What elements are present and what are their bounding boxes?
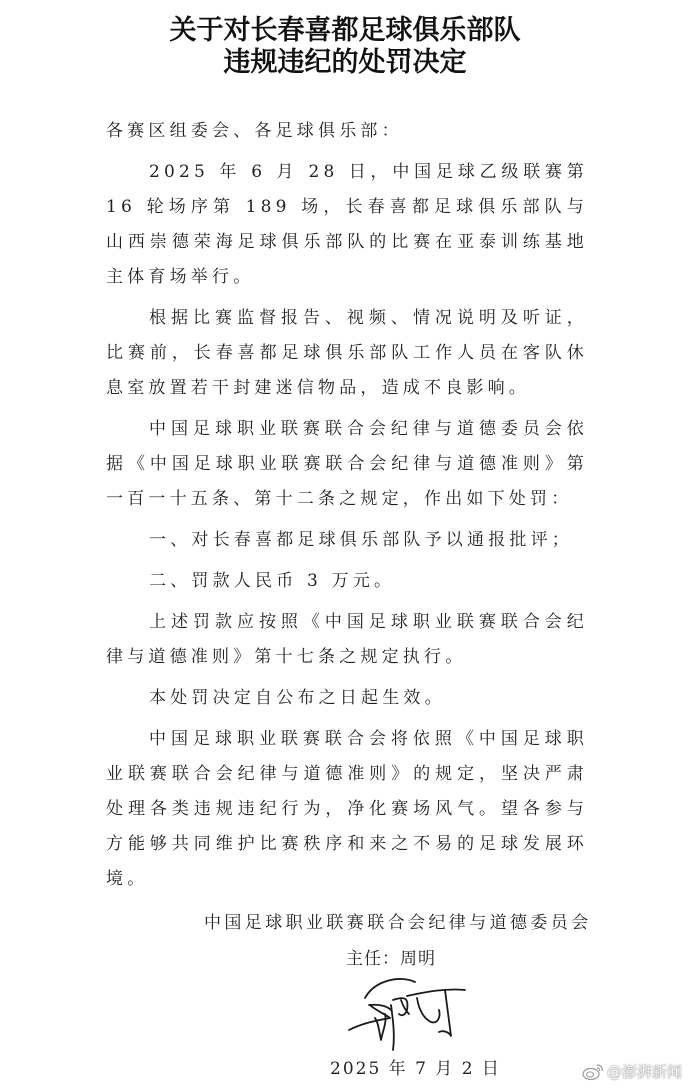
paragraph-effective-date: 本处罚决定自公布之日起生效。: [149, 688, 446, 708]
paragraph-closing-statement: 中国足球职业联赛联合会将依照《中国足球职业联赛联合会纪律与道德准则》的规定，坚决严肃处理各类违规违纪行为，净化赛场风气。望各参与方能够共同维护比赛秩序和来之不易的足球发展环境。: [106, 729, 588, 889]
source-watermark: [582, 1061, 682, 1082]
signature-stroke-icon: [345, 970, 475, 1052]
salutation: 各赛区组委会、各足球俱乐部：: [106, 121, 403, 141]
weibo-icon: [582, 1063, 604, 1081]
paragraph-match-info: 2025 年 6 月 28 日，中国足球乙级联赛第 16 轮场序第 189 场，长春喜都足球俱乐部队与山西崇德荣海足球俱乐部队的比赛在亚泰训练基地主体育场举行。: [106, 162, 588, 287]
document-body: [106, 114, 588, 903]
watermark-text: @澎湃新闻: [606, 1063, 682, 1081]
paragraph-violation-facts: 根据比赛监督报告、视频、情况说明及听证，比赛前，长春喜都足球俱乐部队工作人员在客队休息室放置若干封建迷信物品，造成不良影响。: [106, 308, 588, 398]
document-title-line-2: 违规违纪的处罚决定: [223, 47, 467, 78]
document-title-line-1: 关于对长春喜都足球俱乐部队: [169, 15, 521, 46]
issue-date: 2025 年 7 月 2 日: [330, 1059, 501, 1079]
penalty-item-1: 一、对长春喜都足球俱乐部队予以通报批评；: [149, 530, 573, 550]
director-name: 主任：周明: [346, 949, 436, 969]
penalty-item-2: 二、罚款人民币 3 万元。: [149, 571, 396, 591]
paragraph-legal-basis: 中国足球职业联赛联合会纪律与道德委员会依据《中国足球职业联赛联合会纪律与道德准则》第一百一十五条、第十二条之规定，作出如下处罚：: [106, 419, 588, 509]
issuing-committee: 中国足球职业联赛联合会纪律与道德委员会: [204, 913, 592, 933]
handwritten-signature: [345, 970, 475, 1052]
paragraph-fine-execution: 上述罚款应按照《中国足球职业联赛联合会纪律与道德准则》第十七条之规定执行。: [106, 612, 588, 667]
